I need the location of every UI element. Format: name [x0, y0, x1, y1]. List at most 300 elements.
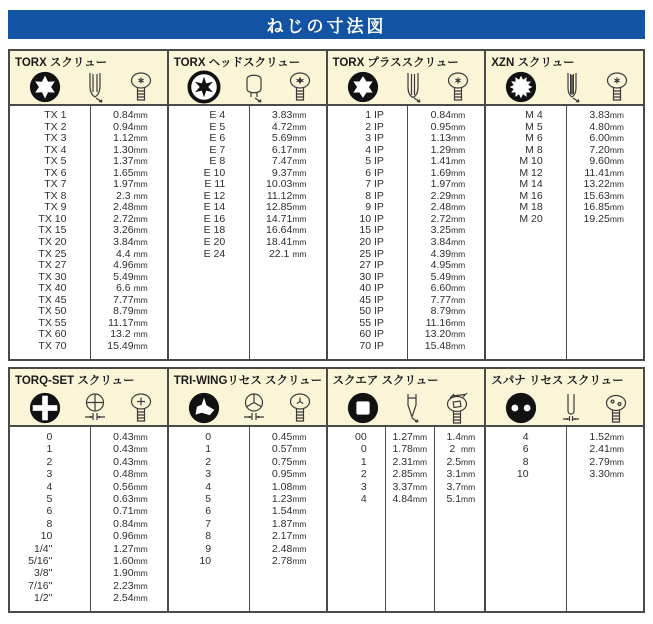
size-cell: 7: [205, 517, 212, 530]
table-row: [10, 156, 167, 168]
recess-dimension-icon: [81, 392, 109, 425]
size-cell: 2: [205, 455, 212, 468]
size-cell: TX 1: [44, 109, 67, 121]
table-data: [169, 427, 326, 611]
value-text: 3.30: [589, 468, 610, 481]
value-text: 4.72: [271, 120, 293, 133]
table-row: [328, 145, 485, 157]
value-cell: [249, 493, 326, 505]
tri-wing-drive-icon: [187, 391, 221, 425]
value-text: 0.43: [113, 431, 134, 443]
unit-label: mm: [451, 248, 466, 259]
value-text: 1.12: [113, 132, 134, 145]
square-drive-icon: [346, 391, 380, 425]
unit-label: mm: [609, 202, 624, 213]
unit-label: mm: [133, 556, 148, 567]
value-cell-2: [434, 456, 484, 468]
unit-label: mm: [133, 294, 148, 305]
size-cell: 2: [46, 455, 53, 468]
unit-label: mm: [412, 432, 428, 442]
size-cell: E 12: [203, 189, 226, 202]
table-row: [486, 431, 643, 443]
column-divider: [249, 427, 250, 611]
value-cell: [249, 530, 326, 542]
size-cell: 20 IP: [359, 236, 384, 249]
screw-front-view-icon: [603, 392, 629, 425]
table-row: [486, 168, 643, 180]
table-row: [486, 456, 643, 468]
value-text: 0.84: [430, 109, 452, 121]
size-cell: M 4: [525, 109, 543, 121]
size-cell: 10 IP: [359, 212, 384, 225]
table-row: [486, 214, 643, 226]
table-row: [169, 214, 326, 226]
table-row: [169, 191, 326, 203]
value-cell: [249, 555, 326, 567]
table-header: [328, 51, 485, 106]
value-cell: [566, 214, 643, 226]
value-text: 4.95: [430, 259, 452, 272]
unit-label: mm: [292, 237, 307, 248]
value-text: 0.95: [430, 120, 452, 133]
value-text: 4.80: [589, 120, 610, 133]
unit-label: mm: [609, 456, 624, 467]
size-cell: E 14: [203, 201, 226, 214]
unit-label: mm: [133, 283, 148, 294]
unit-label: mm: [451, 225, 466, 236]
table-row: [486, 133, 643, 145]
value-text: 5.49: [430, 270, 452, 283]
unit-label: mm: [133, 494, 148, 505]
value-text: 16.85: [583, 201, 610, 214]
value-text: 19.25: [583, 212, 610, 225]
unit-label: mm: [292, 543, 307, 554]
table-row: [10, 145, 167, 157]
unit-label: mm: [292, 556, 307, 567]
value-cell: [566, 431, 643, 443]
drive-icons: [333, 388, 481, 427]
value-cell: [249, 505, 326, 517]
unit-label: mm: [133, 329, 148, 340]
value-text: 2.54: [113, 592, 134, 605]
size-cell: TX 30: [38, 270, 67, 283]
value-text: 1.78: [392, 443, 413, 456]
value-text: 18.41: [266, 236, 293, 249]
value-text: 11.12: [266, 189, 293, 202]
size-cell: 40 IP: [359, 282, 384, 295]
table-row: [486, 468, 643, 480]
table-row: [328, 249, 485, 261]
table-row: [328, 122, 485, 134]
socket-side-view-icon: [241, 71, 267, 104]
value-cell: [90, 468, 167, 480]
drive-icons: [491, 388, 639, 427]
value-text: 4.39: [430, 247, 452, 260]
value-text: 1.87: [271, 517, 293, 530]
size-cell: E 8: [209, 155, 226, 168]
unit-label: mm: [133, 306, 148, 317]
value-cell-2: [434, 493, 484, 505]
size-cell: TX 4: [44, 143, 67, 156]
unit-label: mm: [292, 110, 307, 120]
unit-label: mm: [133, 213, 148, 224]
value-cell: [385, 443, 434, 455]
size-cell: 0: [360, 443, 367, 456]
value-text: 2.31: [392, 455, 413, 468]
table-row: [169, 505, 326, 517]
table-row: [10, 202, 167, 214]
size-cell: E 11: [204, 178, 226, 191]
spanner-drive-icon: [504, 391, 538, 425]
value-text: 14.71: [266, 212, 293, 225]
size-cell: 2 IP: [365, 120, 384, 133]
table-row: [328, 191, 485, 203]
table-title: スパナ リセス スクリュー: [491, 375, 624, 387]
size-cell: TX 20: [38, 236, 67, 249]
size-cell: 45 IP: [359, 293, 384, 306]
size-cell: 5 IP: [365, 155, 384, 168]
unit-label: mm: [292, 469, 307, 480]
size-cell: 70 IP: [359, 339, 384, 352]
value-text: 2.72: [113, 212, 134, 225]
value-text: 4.4: [116, 247, 134, 260]
size-cell: 8: [205, 530, 212, 543]
unit-label: mm: [292, 167, 307, 178]
unit-label: mm: [133, 202, 148, 213]
value-text: 0.43: [113, 455, 134, 468]
value-text: 4.96: [113, 259, 134, 272]
size-cell: 3 IP: [365, 132, 384, 145]
unit-label: mm: [133, 518, 148, 529]
table-row: [169, 555, 326, 567]
unit-label: mm: [133, 225, 148, 236]
drive-icons: [15, 70, 163, 106]
value-text: 9.37: [271, 166, 293, 179]
unit-label: mm: [133, 179, 148, 190]
size-cell: 0: [46, 431, 53, 443]
size-cell: 10: [199, 555, 212, 568]
table-data: [486, 427, 643, 611]
value-cell: [249, 518, 326, 530]
value-text: 1.65: [113, 166, 134, 179]
column-divider: [90, 427, 91, 611]
page-title-bar: [8, 10, 645, 39]
unit-label: mm: [609, 469, 624, 480]
table-row: [328, 468, 485, 480]
size-list: [486, 110, 643, 225]
table-title: スクエア スクリュー: [332, 375, 439, 387]
value-text: 1.60: [113, 555, 134, 568]
table-row: [10, 481, 167, 493]
value-text: 15.49: [107, 339, 134, 352]
unit-label: mm: [292, 144, 307, 155]
unit-label: mm: [609, 156, 624, 167]
value-text: 3.84: [430, 236, 452, 249]
size-cell: 4: [46, 480, 53, 493]
unit-label: mm: [609, 213, 624, 224]
table-header: [10, 51, 167, 106]
table-row: [10, 493, 167, 505]
value-text: 0.48: [113, 468, 134, 481]
unit-label: mm: [133, 568, 148, 579]
drive-icons: [174, 70, 322, 106]
unit-label: mm: [451, 317, 466, 328]
unit-label: mm: [451, 202, 466, 213]
torx-drive-icon: [28, 70, 62, 104]
value-text: 0.63: [113, 493, 134, 506]
size-cell: 9 IP: [365, 201, 384, 214]
value-text: 9.60: [589, 155, 610, 168]
table-row: [169, 156, 326, 168]
xzn-spline-drive-icon: [504, 70, 538, 104]
value-text: 16.64: [266, 224, 293, 237]
size-cell: 60 IP: [359, 328, 384, 341]
value-text: 2.48: [271, 542, 293, 555]
size-cell: M 8: [525, 143, 543, 156]
unit-label: mm: [609, 110, 624, 120]
table-row: [328, 306, 485, 318]
table-row: [328, 318, 485, 330]
value-cell: [90, 530, 167, 542]
unit-label: mm: [133, 580, 148, 591]
value-text: 2.78: [271, 555, 293, 568]
value-cell-2: [434, 481, 484, 493]
table-row: [10, 468, 167, 480]
value-text: 2.41: [589, 443, 610, 456]
table-row: [328, 481, 485, 493]
size-cell: TX 40: [38, 282, 67, 295]
table-header: [328, 369, 485, 427]
value-text: 3.84: [113, 236, 134, 249]
value-text: 2.23: [113, 579, 134, 592]
table-row: [486, 122, 643, 134]
value-text: 1.13: [430, 132, 452, 145]
unit-label: mm: [292, 202, 307, 213]
value-text: 2.79: [589, 455, 610, 468]
value-text: 22.1: [268, 247, 293, 260]
value-text: 10.03: [266, 178, 293, 191]
value-cell: [249, 431, 326, 443]
size-cell: TX 27: [38, 259, 67, 272]
table-row: [10, 456, 167, 468]
value-text: 2.29: [430, 189, 452, 202]
table-row: [169, 179, 326, 191]
table-spanner-screw: [486, 369, 643, 611]
value-cell: [90, 580, 167, 592]
unit-label: mm: [133, 543, 148, 554]
value-text: 11.16: [425, 316, 452, 329]
size-cell: 1 IP: [365, 109, 384, 121]
size-cell: 1/2": [34, 592, 53, 605]
unit-label: mm: [451, 144, 466, 155]
column-divider: [566, 427, 567, 611]
value-text: 5.69: [271, 132, 293, 145]
table-row: [328, 431, 485, 443]
unit-label: mm: [133, 121, 148, 132]
unit-label: mm: [412, 494, 428, 505]
table-row: [328, 202, 485, 214]
table-row: [10, 110, 167, 122]
table-grid-top: [8, 49, 645, 361]
value-text: 1.29: [430, 143, 452, 156]
size-cell: 3: [46, 468, 53, 481]
size-cell: 3/8": [34, 567, 53, 580]
table-xzn-screw: [486, 51, 643, 359]
table-header: [486, 51, 643, 106]
unit-label: mm: [451, 190, 466, 201]
unit-label: mm: [133, 593, 148, 604]
size-cell: 3: [360, 480, 367, 493]
table-row: [169, 249, 326, 261]
value-cell: [566, 468, 643, 480]
size-cell: TX 3: [44, 132, 67, 145]
unit-label: mm: [133, 317, 148, 328]
table-row: [169, 530, 326, 542]
unit-label: mm: [292, 133, 307, 144]
table-tri-wing-screw: [169, 369, 326, 611]
table-row: [328, 133, 485, 145]
value-cell: [566, 456, 643, 468]
size-cell: TX 5: [44, 155, 67, 168]
table-row: [10, 306, 167, 318]
value-text: 3.37: [392, 480, 413, 493]
table-row: [10, 443, 167, 455]
column-divider: [90, 106, 91, 359]
value-cell: [249, 456, 326, 468]
size-cell: 6: [205, 505, 212, 518]
unit-label: mm: [451, 121, 466, 132]
unit-label: mm: [451, 340, 466, 351]
table-row: [328, 110, 485, 122]
value-text: 13.20: [424, 328, 452, 341]
table-row: [486, 443, 643, 455]
table-row: [169, 202, 326, 214]
unit-label: mm: [412, 444, 428, 455]
value-cell: [385, 431, 434, 443]
table-row: [10, 214, 167, 226]
table-torx-head-screw: [169, 51, 326, 359]
table-row: [10, 543, 167, 555]
value-text: 7.20: [589, 143, 610, 156]
value-cell: [90, 543, 167, 555]
value-text: 0.84: [113, 517, 134, 530]
unit-label: mm: [461, 444, 476, 455]
size-cell: 7/16": [28, 579, 53, 592]
size-cell: 8: [46, 517, 53, 530]
value-text: 8.79: [430, 305, 452, 318]
unit-label: mm: [451, 306, 466, 317]
unit-label: mm: [292, 179, 307, 190]
unit-label: mm: [133, 444, 148, 455]
value-text: 13.2: [110, 328, 134, 341]
size-cell: TX 50: [38, 305, 67, 318]
screw-front-view-icon: [446, 71, 470, 104]
column-divider: [566, 106, 567, 359]
table-row: [10, 505, 167, 517]
torq-set-drive-icon: [28, 391, 62, 425]
value-text: 3.83: [271, 109, 293, 121]
value-text: 2.5: [446, 455, 462, 468]
size-cell: TX 2: [44, 120, 67, 133]
value-text: 11.41: [584, 166, 610, 179]
torx-plus-drive-icon: [346, 70, 380, 104]
bit-side-view-icon: [82, 71, 108, 104]
value-text: 6.60: [430, 282, 452, 295]
table-title: TORX スクリュー: [15, 57, 108, 69]
value-cell: [90, 567, 167, 579]
unit-label: mm: [451, 237, 466, 248]
value-text: 1.4: [446, 431, 462, 443]
table-row: [486, 110, 643, 122]
value-cell-2: [434, 443, 484, 455]
size-cell: M 20: [519, 212, 543, 225]
unit-label: mm: [609, 144, 624, 155]
size-cell: 1: [205, 443, 212, 456]
unit-label: mm: [461, 432, 476, 442]
size-cell: 5: [46, 493, 53, 506]
size-cell: M 14: [519, 178, 543, 191]
size-cell: 00: [355, 431, 367, 443]
value-cell: [90, 481, 167, 493]
recess-dimension-icon: [240, 392, 268, 425]
value-text: 1.97: [113, 178, 134, 191]
value-cell: [249, 249, 326, 261]
size-cell: 5/16": [28, 555, 53, 568]
size-cell: 10: [516, 468, 529, 481]
size-list: [328, 431, 485, 505]
table-row: [10, 237, 167, 249]
size-cell: E 10: [203, 166, 226, 179]
size-cell: 30 IP: [359, 270, 384, 283]
unit-label: mm: [451, 329, 466, 340]
size-cell: 7 IP: [365, 178, 384, 191]
table-row: [328, 156, 485, 168]
table-row: [169, 133, 326, 145]
value-cell: [249, 481, 326, 493]
screw-front-view-icon: [129, 71, 153, 104]
size-cell: E 18: [203, 224, 226, 237]
table-header: [169, 51, 326, 106]
table-header: [10, 369, 167, 427]
table-title: TORX プラススクリュー: [332, 57, 459, 69]
unit-label: mm: [133, 190, 148, 201]
column-divider: [249, 106, 250, 359]
unit-label: mm: [461, 469, 476, 480]
unit-label: mm: [292, 518, 307, 529]
table-row: [10, 225, 167, 237]
size-cell: M 12: [519, 166, 543, 179]
size-cell: 4: [205, 480, 212, 493]
unit-label: mm: [133, 167, 148, 178]
size-cell: 2: [360, 468, 367, 481]
size-cell: 6 IP: [365, 166, 384, 179]
table-row: [328, 456, 485, 468]
value-cell: [385, 493, 434, 505]
unit-label: mm: [292, 506, 307, 517]
unit-label: mm: [292, 156, 307, 167]
unit-label: mm: [292, 481, 307, 492]
table-row: [169, 543, 326, 555]
unit-label: mm: [451, 167, 466, 178]
table-row: [10, 341, 167, 353]
value-text: 0.43: [113, 443, 134, 456]
table-row: [10, 249, 167, 261]
unit-label: mm: [451, 213, 466, 224]
size-cell: 25 IP: [359, 247, 384, 260]
unit-label: mm: [609, 121, 624, 132]
value-text: 15.48: [424, 339, 452, 352]
value-cell: [566, 443, 643, 455]
